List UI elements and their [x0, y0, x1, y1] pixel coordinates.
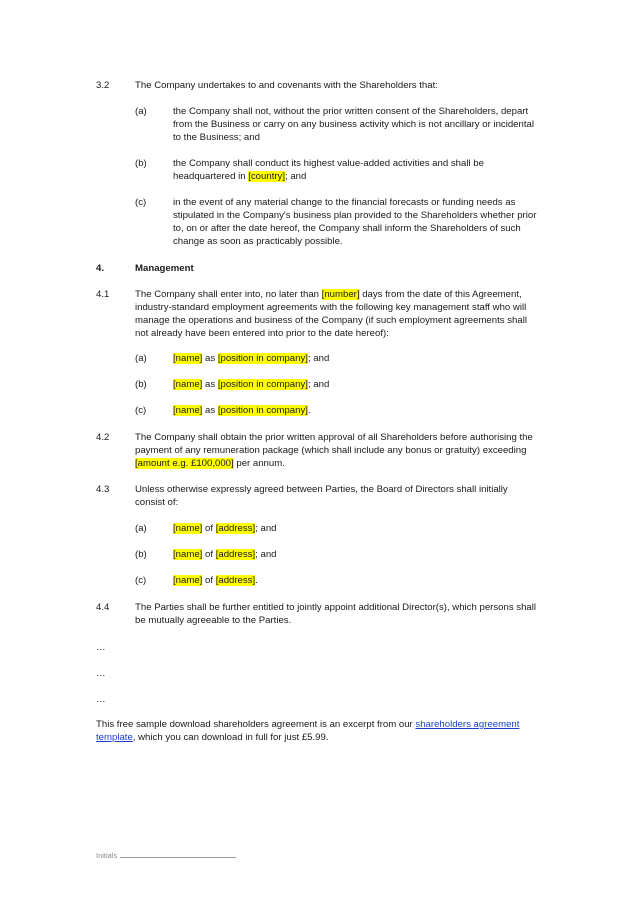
clause-text	[135, 431, 540, 470]
text-segment: ; and	[255, 549, 277, 560]
sub-clause-label: (b)	[135, 549, 147, 560]
template-link[interactable]: shareholders agreement template	[96, 719, 520, 743]
clause-text: Unless otherwise expressly agreed between Parties, the Board of Directors shall initially consist of:	[135, 484, 508, 508]
section-title: Management	[135, 263, 194, 274]
placeholder-highlight: [name]	[173, 353, 203, 364]
placeholder-highlight: [amount e.g. £100,000]	[135, 458, 234, 469]
clause-number: 4.2	[96, 432, 110, 443]
clause-number: 4.4	[96, 602, 110, 613]
clause-text: The Company undertakes to and covenants with the Shareholders that:	[135, 80, 438, 91]
sub-clause-text	[173, 404, 540, 417]
placeholder-highlight: [position in company]	[217, 379, 308, 390]
sub-clause-text	[173, 574, 540, 587]
text-segment: as	[202, 379, 218, 390]
text-segment: This free sample download shareholders agreement is an excerpt from our	[96, 719, 416, 730]
initials-label: Initials	[96, 851, 118, 860]
clause-number: 4.1	[96, 289, 110, 300]
placeholder-highlight: [name]	[173, 549, 203, 560]
placeholder-highlight: [name]	[173, 379, 203, 390]
sub-clause-label: (b)	[135, 158, 147, 169]
ellipsis: …	[96, 694, 106, 705]
placeholder-highlight: [address]	[215, 523, 256, 534]
sub-clause-label: (a)	[135, 353, 147, 364]
text-segment: ; and	[255, 523, 277, 534]
placeholder-highlight: [address]	[215, 575, 256, 586]
sub-clause-text	[173, 522, 540, 535]
text-segment: the Company shall conduct its highest value-added activities and shall be headquartered in	[173, 158, 484, 182]
section-number: 4.	[96, 263, 105, 274]
sub-clause-label: (c)	[135, 575, 147, 586]
text-segment: ; and	[285, 171, 307, 182]
clause-text: The Parties shall be further entitled to jointly appoint additional Director(s), which persons shall be mutually agreeable to the Parties.	[135, 602, 537, 626]
sub-clause-text	[173, 378, 540, 391]
clause-text	[135, 288, 540, 340]
placeholder-highlight: [name]	[173, 523, 203, 534]
clause-number: 3.2	[96, 80, 110, 91]
sub-clause-text	[173, 548, 540, 561]
text-segment: of	[202, 575, 216, 586]
text-segment: ; and	[307, 379, 330, 390]
text-segment: days from the date of this Agreement, industry-standard employment agreements with the following key management staff who will manage the operations and business of the Company (if such employment agreements shall not already have been entered into prior to the date hereof):	[135, 289, 527, 339]
sub-clause-label: (a)	[135, 106, 147, 117]
sub-clause-text: the Company shall not, without the prior written consent of the Shareholders, depart from the Business or carry on any business activity which is not ancillary or incidental to the Business; and	[173, 106, 534, 143]
text-segment: The Company shall obtain the prior written approval of all Shareholders before authorising the payment of any remuneration package (which shall include any bonus or gratuity) exceeding	[135, 432, 533, 456]
placeholder-highlight: [name]	[173, 575, 203, 586]
sub-clause-label: (c)	[135, 197, 147, 208]
placeholder-highlight: [country]	[248, 171, 286, 182]
sub-clause-text	[173, 352, 540, 365]
text-segment: of	[202, 523, 216, 534]
ellipsis: …	[96, 642, 106, 653]
sub-clause-label: (a)	[135, 523, 147, 534]
placeholder-highlight: [position in company]	[217, 353, 308, 364]
text-segment: .	[307, 405, 311, 416]
ellipsis: …	[96, 668, 106, 679]
text-segment: per annum.	[233, 458, 285, 469]
text-segment: , which you can download in full for just £5.99.	[132, 732, 329, 743]
placeholder-highlight: [position in company]	[217, 405, 308, 416]
initials-footer	[96, 851, 236, 860]
promo-paragraph	[96, 718, 540, 744]
text-segment: The Company shall enter into, no later than	[135, 289, 322, 300]
text-segment: as	[202, 353, 218, 364]
text-segment: .	[255, 575, 258, 586]
sub-clause-label: (b)	[135, 379, 147, 390]
sub-clause-label: (c)	[135, 405, 147, 416]
clause-number: 4.3	[96, 484, 110, 495]
text-segment: of	[202, 549, 216, 560]
sub-clause-text: in the event of any material change to the financial forecasts or funding needs as stipulated in the Company's business plan provided to the Shareholders whether prior to, on or after the date hereof, the Company shall inform the Shareholders of such change as soon as practicably possible.	[173, 197, 537, 247]
placeholder-highlight: [number]	[321, 289, 360, 300]
placeholder-highlight: [address]	[215, 549, 256, 560]
initials-line	[120, 851, 236, 858]
placeholder-highlight: [name]	[173, 405, 203, 416]
text-segment: as	[202, 405, 218, 416]
sub-clause-text	[173, 157, 540, 183]
text-segment: ; and	[307, 353, 330, 364]
